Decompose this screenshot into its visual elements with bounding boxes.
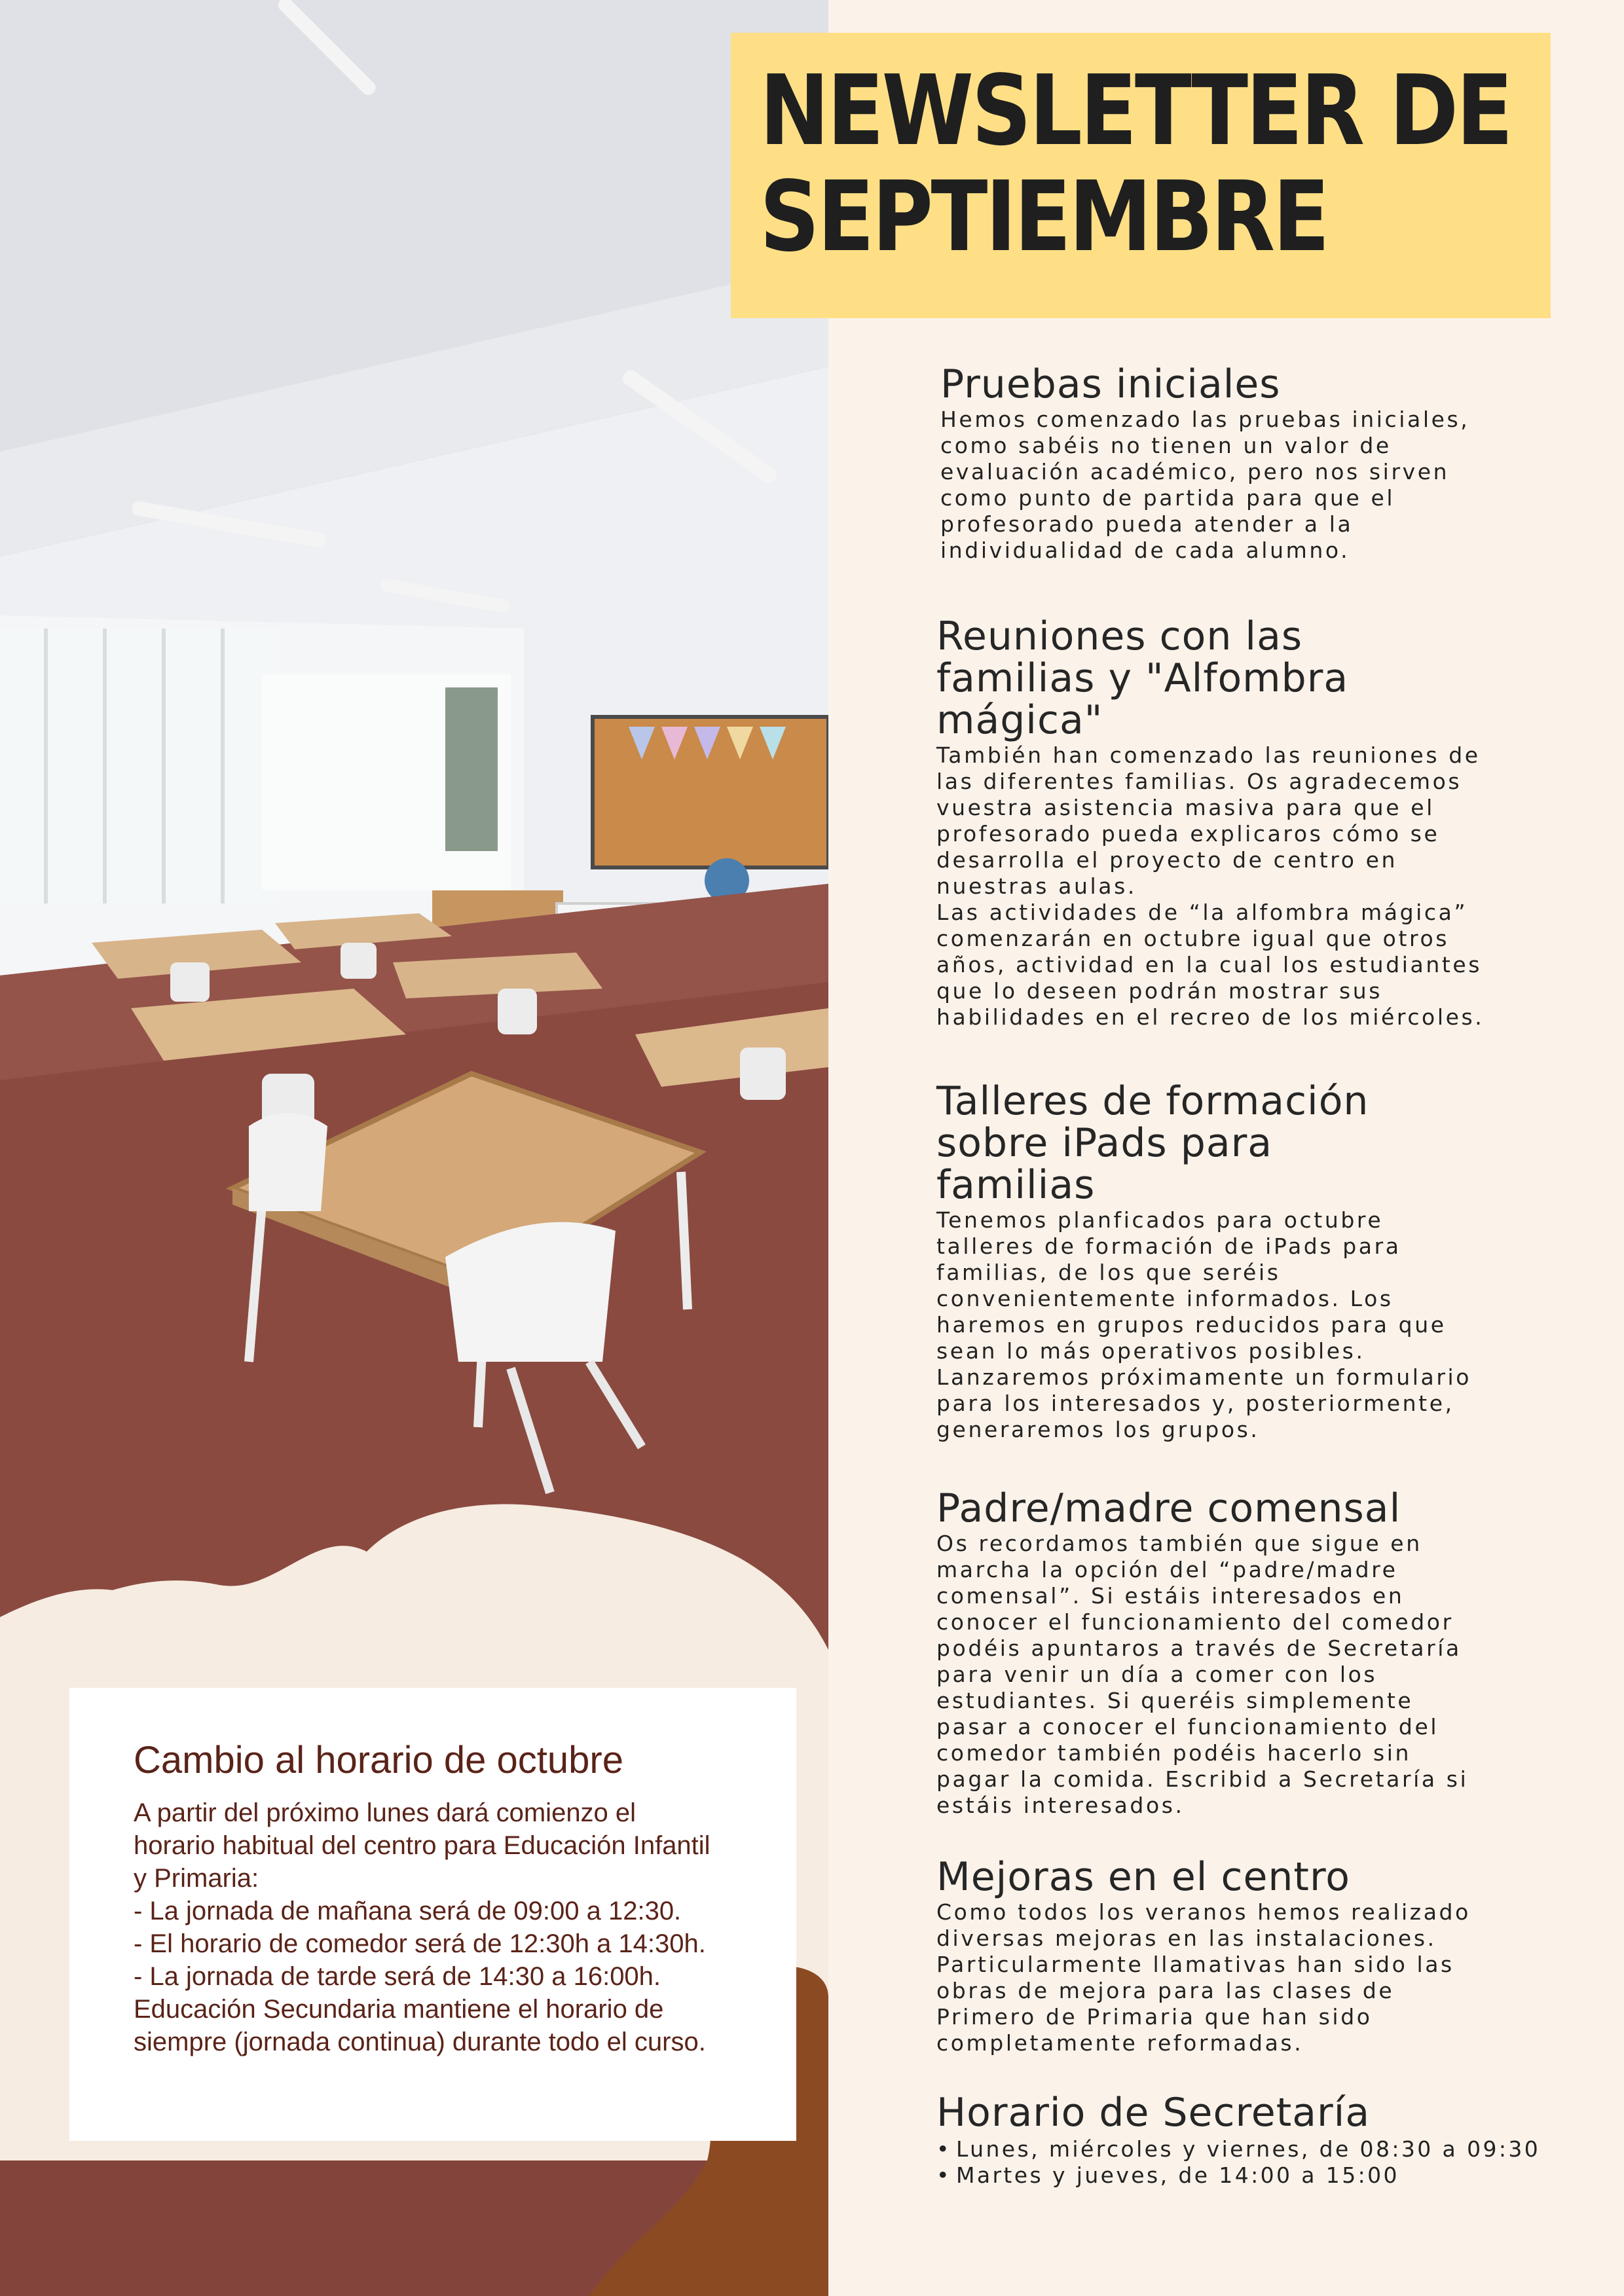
- article-heading: Pruebas iniciales: [940, 361, 1281, 407]
- article-body: Os recordamos también que sigue en marcha la opción del “padre/madre comensal”. Si estáis interesados en conocer el funcionamiento del comedor podéis apuntaros a través de Secretaría para venir un día a comer con los estudiantes. Si queréis simplemente pasar a conocer el funcionamiento del comedor también podéis hacerlo sin pagar la comida. Escribid a Secretaría si estáis interesados.: [936, 1531, 1469, 1818]
- notice-line: - El horario de comedor será de 12:30h a 14:30h.: [134, 1929, 706, 1958]
- notice-line: - La jornada de tarde será de 14:30 a 16:00h.: [134, 1962, 661, 1991]
- article-heading: Horario de Secretaría: [936, 2090, 1371, 2136]
- article-padre-madre-comensal: [936, 1487, 1604, 1819]
- list-item: • Lunes, miércoles y viernes, de 08:30 a 09:30: [936, 2136, 1611, 2162]
- article-reuniones-familias: [936, 615, 1604, 1030]
- article-pruebas-iniciales: [940, 363, 1602, 564]
- notice-line: A partir del próximo lunes dará comienzo el: [134, 1798, 637, 1827]
- notice-line: y Primaria:: [134, 1864, 259, 1893]
- notice-body: [134, 1796, 788, 2058]
- article-horario-secretaria: [936, 2092, 1611, 2189]
- article-mejoras-centro: [936, 1856, 1604, 2056]
- title-line-2: SEPTIEMBRE: [760, 160, 1328, 273]
- article-heading: Talleres de formación sobre iPads para familias: [936, 1078, 1369, 1208]
- notice-line: Educación Secundaria mantiene el horario de: [134, 1995, 664, 2024]
- article-talleres-ipads: [936, 1080, 1604, 1443]
- article-body: Como todos los veranos hemos realizado diversas mejoras en las instalaciones. Particularmente llamativas han sido las obras de mejora para las clases de Primero de Primaria que han sido completamente reformadas.: [936, 1899, 1471, 2056]
- article-body: Tenemos planficados para octubre talleres de formación de iPads para familias, de los que seréis convenientemente informados. Los haremos en grupos reducidos para que sean lo más operativos posibles. Lanzaremos próximamente un formulario para los interesados y, posteriormente, generaremos los grupos.: [936, 1207, 1472, 1442]
- secretaria-schedule-list: [936, 2136, 1611, 2189]
- article-body: También han comenzado las reuniones de las diferentes familias. Os agradecemos vuestra asistencia masiva para que el profesorado pueda explicaros cómo se desarrolla el proyecto de centro en nuestras aulas. Las actividades de “la alfombra mágica” comenzarán en octubre igual que otros años, actividad en la cual los estudiantes que lo deseen podrán mostrar sus habilidades en el recreo de los miércoles.: [936, 742, 1485, 1030]
- list-item: • Martes y jueves, de 14:00 a 15:00: [936, 2162, 1611, 2189]
- article-heading: Mejoras en el centro: [936, 1854, 1351, 1900]
- newsletter-title: [760, 54, 1511, 273]
- notice-box-horario-octubre: [69, 1688, 796, 2141]
- article-body: Hemos comenzado las pruebas iniciales, como sabéis no tienen un valor de evaluación académico, pero nos sirven como punto de partida para que el profesorado pueda atender a la individualidad de cada alumno.: [940, 407, 1470, 563]
- notice-heading: Cambio al horario de octubre: [134, 1739, 623, 1781]
- title-line-1: NEWSLETTER DE: [760, 54, 1511, 167]
- notice-line: - La jornada de mañana será de 09:00 a 12:30.: [134, 1897, 682, 1925]
- notice-line: horario habitual del centro para Educación Infantil: [134, 1831, 710, 1860]
- newsletter-title-box: [731, 33, 1551, 318]
- notice-line: siempre (jornada continua) durante todo el curso.: [134, 2028, 706, 2056]
- article-heading: Reuniones con las familias y "Alfombra mágica": [936, 613, 1349, 743]
- article-heading: Padre/madre comensal: [936, 1485, 1401, 1531]
